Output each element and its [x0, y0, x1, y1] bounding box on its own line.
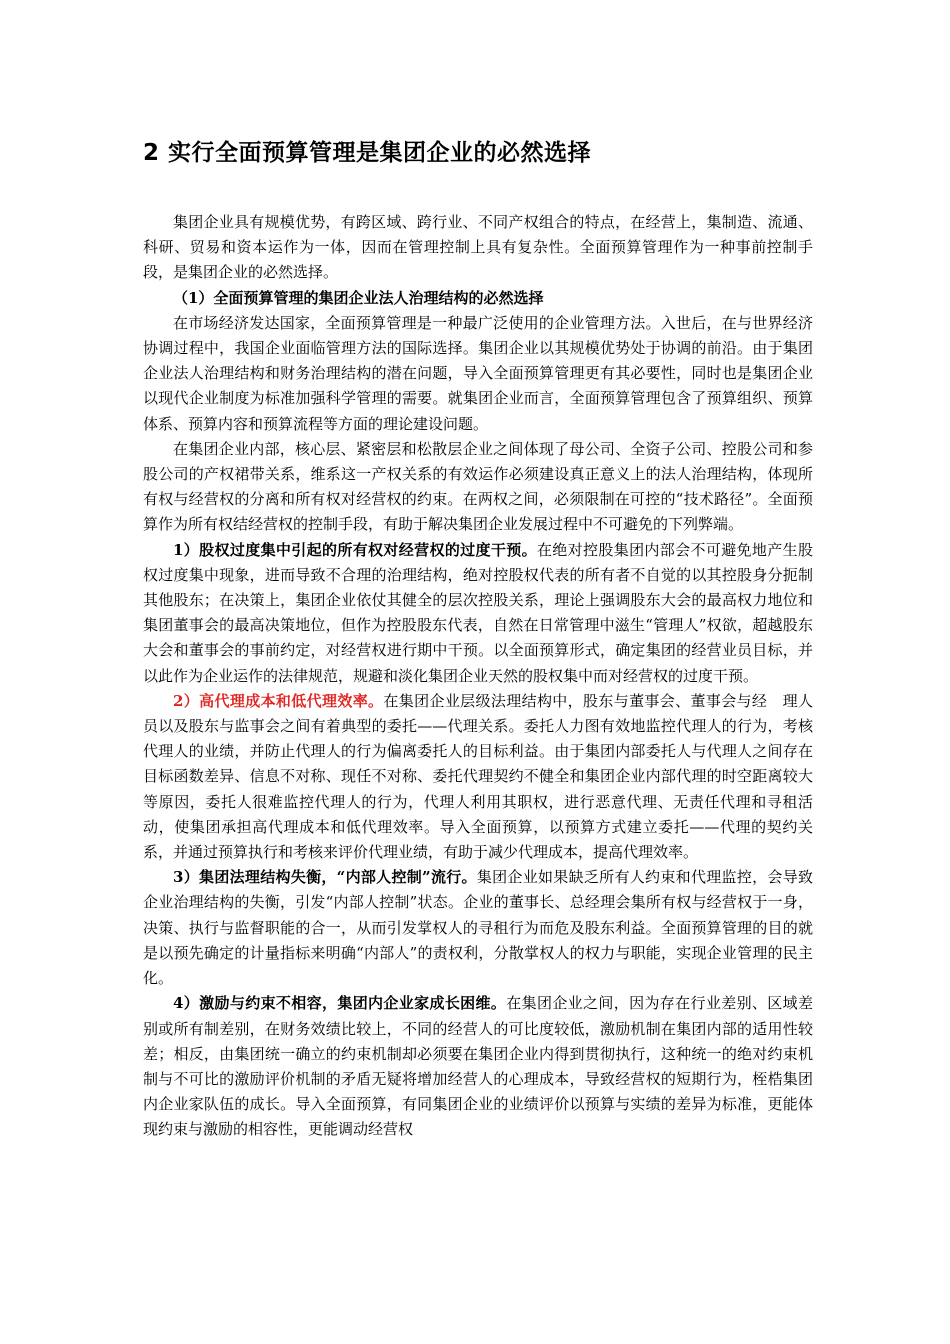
list-item-text: 在集团企业之间，因为存在行业差别、区域差别或所有制差别，在财务效绩比较上，不同的经营人的可比度较低，激励机制在集团内部的适用性较差；相反，由集团统一确立的约束机制却必须要在集团企业内得到贯彻执行，这种统一的绝对约束机制与不可比的激励评价机制的矛盾无疑将增加经营人的心理成本，导致经营权的短期行为，桎梏集团内企业家队伍的成长。导入全面预算，有同集团企业的业绩评价以预算与实绩的差异为标准，更能体现约束与激励的相容性，更能调动经营权 [143, 994, 813, 1139]
list-item [143, 689, 813, 865]
list-item-lead-highlighted: 2）高代理成本和低代理效率。 [173, 691, 384, 710]
list-item [143, 991, 813, 1142]
list-item-text: 集团企业如果缺乏所有人约束和代理监控，会导致企业治理结构的失衡，引发“内部人控制”状态。企业的董事长、总经理会集所有权与经营权于一身，决策、执行与监督职能的合一，从而引发掌权人的寻租行为而危及股东利益。全面预算管理的目的就是以预先确定的计量指标来明确“内部人”的责权利，分散掌权人的权力与职能，实现企业管理的民主化。 [143, 868, 813, 988]
list-item-lead: 1）股权过度集中引起的所有权对经营权的过度干预。 [173, 540, 537, 559]
intro-paragraph: 集团企业具有规模优势，有跨区域、跨行业、不同产权组合的特点，在经营上，集制造、流通、科研、贸易和资本运作为一体，因而在管理控制上具有复杂性。全面预算管理作为一种事前控制手段，是集团企业的必然选择。 [143, 213, 813, 282]
list-item [143, 865, 813, 991]
list-item-text: 在集团企业层级法理结构中，股东与董事会、董事会与经 理人员以及股东与监事会之间有着典型的委托——代理关系。委托人力图有效地监控代理人的行为，考核代理人的业绩，并防止代理人的行为偏离委托人的目标利益。由于集团内部委托人与代理人之间存在目标函数差异、信息不对称、现任不对称、委托代理契约不健全和集团企业内部代理的时空距离较大等原因，委托人很难监控代理人的行为，代理人利用其职权，进行恶意代理、无责任代理和寻租活动，使集团承担高代理成本和低代理效率。导入全面预算，以预算方式建立委托——代理的契约关系，并通过预算执行和考核来评价代理业绩，有助于减少代理成本，提高代理效率。 [143, 691, 813, 862]
body-text [143, 210, 813, 1143]
list-item-lead: 4）激励与约束不相容，集团内企业家成长困维。 [173, 994, 507, 1013]
section-title: 2 实行全面预算管理是集团企业的必然选择 [143, 140, 592, 166]
list-item [143, 538, 813, 689]
paragraph: 在市场经济发达国家，全面预算管理是一种最广泛使用的企业管理方法。入世后，在与世界经济协调过程中，我国企业面临管理方法的国际选择。集团企业以其规模优势处于协调的前沿。由于集团企业法人治理结构和财务治理结构的潜在问题，导入全面预算管理更有其必要性，同时也是集团企业以现代企业制度为标准加强科学管理的需要。就集团企业而言，全面预算管理包含了预算组织、预算体系、预算内容和预算流程等方面的理论建设问题。 [143, 313, 813, 433]
paragraph: 在集团企业内部，核心层、紧密层和松散层企业之间体现了母公司、全资子公司、控股公司和参股公司的产权裙带关系，维系这一产权关系的有效运作必须建设真正意义上的法人治理结构，体现所有权与经营权的分离和所有权对经营权的约束。在两权之间，必须限制在可控的“技术路径”。全面预算作为所有权结经营权的控制手段，有助于解决集团企业发展过程中不可避免的下列弊端。 [143, 439, 813, 534]
list-item-text: 在绝对控股集团内部会不可避免地产生股权过度集中现象，进而导致不合理的治理结构，绝对控股权代表的所有者不自觉的以其控股身分扼制其他股东；在决策上，集团企业依仗其健全的层次控股关系，理论上强调股东大会的最高权力地位和集团董事会的最高决策地位，但作为控股股东代表，自然在日常管理中滋生“管理人”权欲，超越股东大会和董事会的事前约定，对经营权进行期中干预。以全面预算形式，确定集团的经营业员目标，并以此作为企业运作的法律规范，规避和淡化集团企业天然的股权集中而对经营权的过度干预。 [143, 540, 813, 685]
list-item-lead: 3）集团法理结构失衡，“内部人控制”流行。 [173, 868, 477, 887]
subsection-heading: （1）全面预算管理的集团企业法人治理结构的必然选择 [173, 288, 544, 307]
